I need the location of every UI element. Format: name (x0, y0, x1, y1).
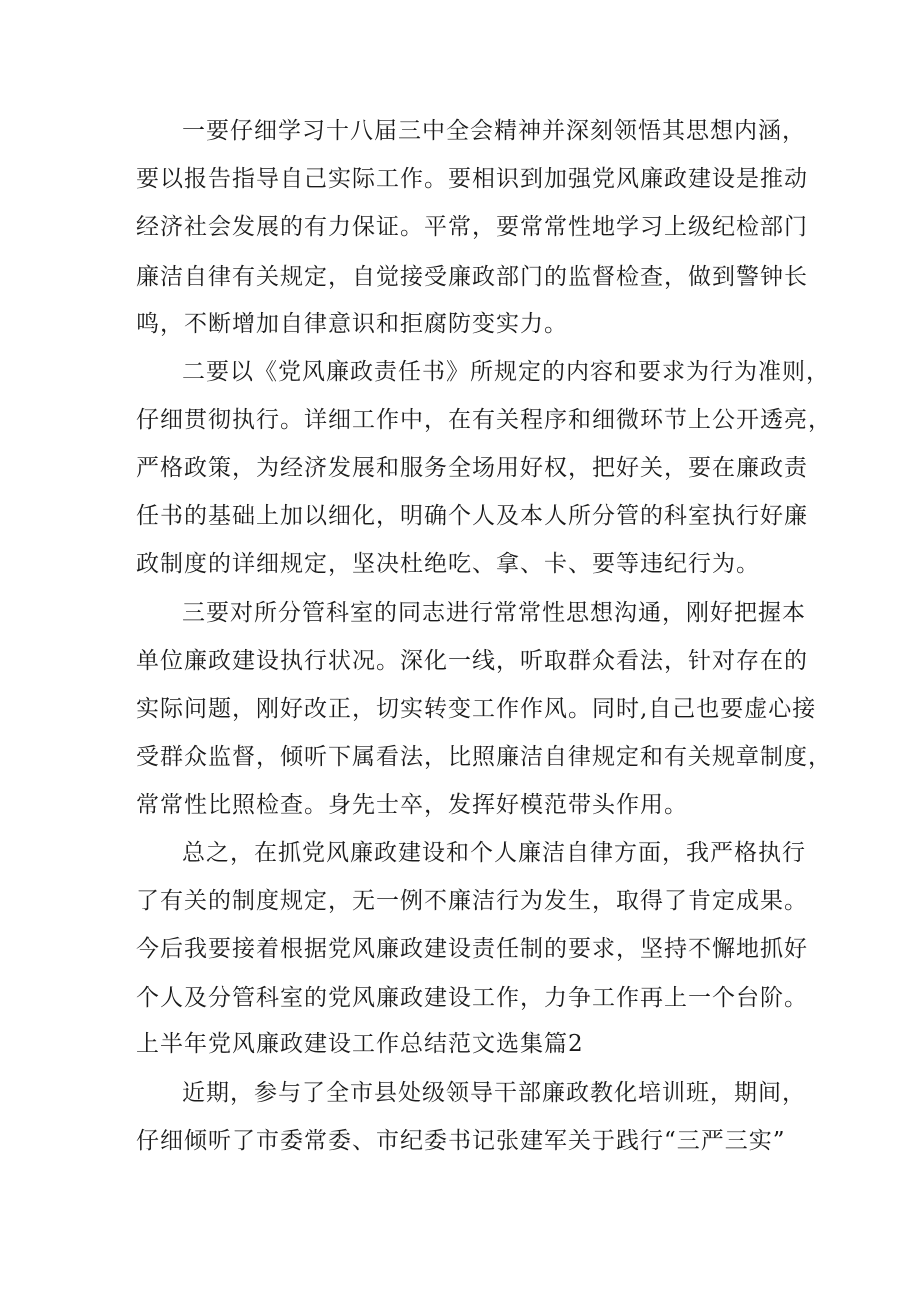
paragraph-2-line-2: 仔细贯彻执行。详细工作中，在有关程序和细微环节上公开透亮， (136, 407, 832, 433)
paragraph-2-line-1: 二要以《党风廉政责任书》所规定的内容和要求为行为准则， (182, 359, 830, 385)
paragraph-3-line-4: 受群众监督，倾听下属看法，比照廉洁自律规定和有关规章制度， (136, 744, 832, 770)
paragraph-3-line-1: 三要对所分管科室的同志进行常常性思想沟通，刚好把握本 (182, 600, 806, 626)
paragraph-4-line-3: 今后我要接着根据党风廉政建设责任制的要求，坚持不懈地抓好 (136, 936, 808, 962)
paragraph-4-line-2: 了有关的制度规定，无一例不廉洁行为发生，取得了肯定成果。 (136, 888, 808, 914)
paragraph-3-line-5: 常常性比照检查。身先士卒，发挥好模范带头作用。 (136, 792, 688, 818)
paragraph-1-line-3: 经济社会发展的有力保证。平常，要常常性地学习上级纪检部门 (136, 214, 808, 240)
paragraph-3-line-2: 单位廉政建设执行状况。深化一线，听取群众看法，针对存在的 (136, 648, 808, 674)
paragraph-2-line-4: 任书的基础上加以细化，明确个人及本人所分管的科室执行好廉 (136, 503, 808, 529)
paragraph-2-line-5: 政制度的详细规定，坚决杜绝吃、拿、卡、要等违纪行为。 (136, 551, 760, 577)
paragraph-4-line-1: 总之，在抓党风廉政建设和个人廉洁自律方面，我严格执行 (182, 840, 806, 866)
paragraph-1-line-5: 鸣，不断增加自律意识和拒腐防变实力。 (136, 311, 568, 337)
paragraph-4-line-4: 个人及分管科室的党风廉政建设工作，力争工作再上一个台阶。 (136, 985, 808, 1011)
paragraph-2-line-3: 严格政策，为经济发展和服务全场用好权，把好关，要在廉政责 (136, 455, 808, 481)
paragraph-3-line-3: 实际问题，刚好改正，切实转变工作作风。同时,自己也要虚心接 (136, 696, 817, 722)
final-paragraph-line-2: 仔细倾听了市委常委、市纪委书记张建军关于践行“三严三实” (136, 1128, 786, 1154)
paragraph-1-line-1: 一要仔细学习十八届三中全会精神并深刻领悟其思想内涵， (182, 118, 806, 144)
paragraph-1-line-2: 要以报告指导自己实际工作。要相识到加强党风廉政建设是推动 (136, 166, 808, 192)
section-heading: 上半年党风廉政建设工作总结范文选集篇2 (136, 1031, 584, 1057)
paragraph-1-line-4: 廉洁自律有关规定，自觉接受廉政部门的监督检查，做到警钟长 (136, 264, 808, 290)
final-paragraph-line-1: 近期，参与了全市县处级领导干部廉政教化培训班，期间， (182, 1080, 806, 1106)
